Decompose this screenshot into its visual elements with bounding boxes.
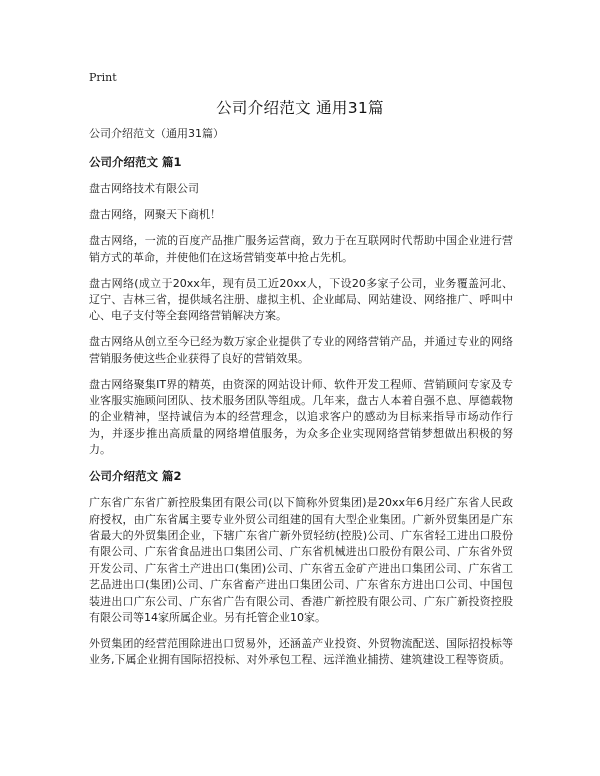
paragraph: 盘古网络聚集IT界的精英，由资深的网站设计师、软件开发工程师、营销顾问专家及专业客服实施顾问团队、技术服务团队等组成。几年来，盘古人本着自强不息、厚德载物的企业精神，坚持诚信为本的经营理念，以追求客户的感动为目标来指导市场动作行为，并逐步推出高质量的网络增值服务，为众多企业实现网络营销梦想做出积极的努力。 — [89, 377, 513, 457]
paragraph: 盘古网络，网聚天下商机！ — [89, 208, 221, 222]
section-heading-2: 公司介绍范文 篇2 — [89, 469, 182, 484]
document-body — [89, 126, 513, 678]
paragraph: 广东省广东省广新控股集团有限公司(以下简称外贸集团)是20xx年6月经广东省人民政府授权，由广东省属主要专业外贸公司组建的国有大型企业集团。广新外贸集团是广东省最大的外贸集团企业，下辖广东省广新外贸轻纺(控股)公司、广东省轻工进出口股份有限公司、广东省食品进出口集团公司、广东省机械进出口股份有限公司、广东省外贸开发公司、广东省土产进出口(集团)公司、广东省五金矿产进出口集团公司、广东省工艺品进出口(集团)公司、广东省畜产进出口集团公司、广东省东方进出口公司、中国包装进出口广东公司、广东省广告有限公司、香港广新控股有限公司、广东广新投资控股有限公司等14家所属企业。另有托管企业10家。 — [89, 496, 513, 624]
document-subtitle: 公司介绍范文（通用31篇） — [89, 127, 224, 140]
print-label: Print — [89, 71, 117, 84]
paragraph: 盘古网络(成立于20xx年，现有员工近20xx人，下设20多家子公司，业务覆盖河北、辽宁、吉林三省，提供域名注册、虚拟主机、企业邮局、网站建设、网络推广、呼叫中心、电子支付等全套网络营销解决方案。 — [89, 276, 513, 323]
paragraph: 盘古网络，一流的百度产品推广服务运营商，致力于在互联网时代帮助中国企业进行营销方式的革命，并使他们在这场营销变革中抢占先机。 — [89, 234, 513, 264]
paragraph: 外贸集团的经营范围除进出口贸易外，还涵盖产业投资、外贸物流配送、国际招投标等业务,下属企业拥有国际招投标、对外承包工程、远洋渔业捕捞、建筑建设工程等资质。 — [89, 636, 513, 667]
paragraph: 盘古网络技术有限公司 — [89, 182, 199, 196]
paragraph: 盘古网络从创立至今已经为数万家企业提供了专业的网络营销产品，并通过专业的网络营销服务使这些企业获得了良好的营销效果。 — [89, 335, 513, 365]
section-heading-1: 公司介绍范文 篇1 — [89, 155, 182, 170]
page-title: 公司介绍范文 通用31篇 — [216, 99, 384, 117]
